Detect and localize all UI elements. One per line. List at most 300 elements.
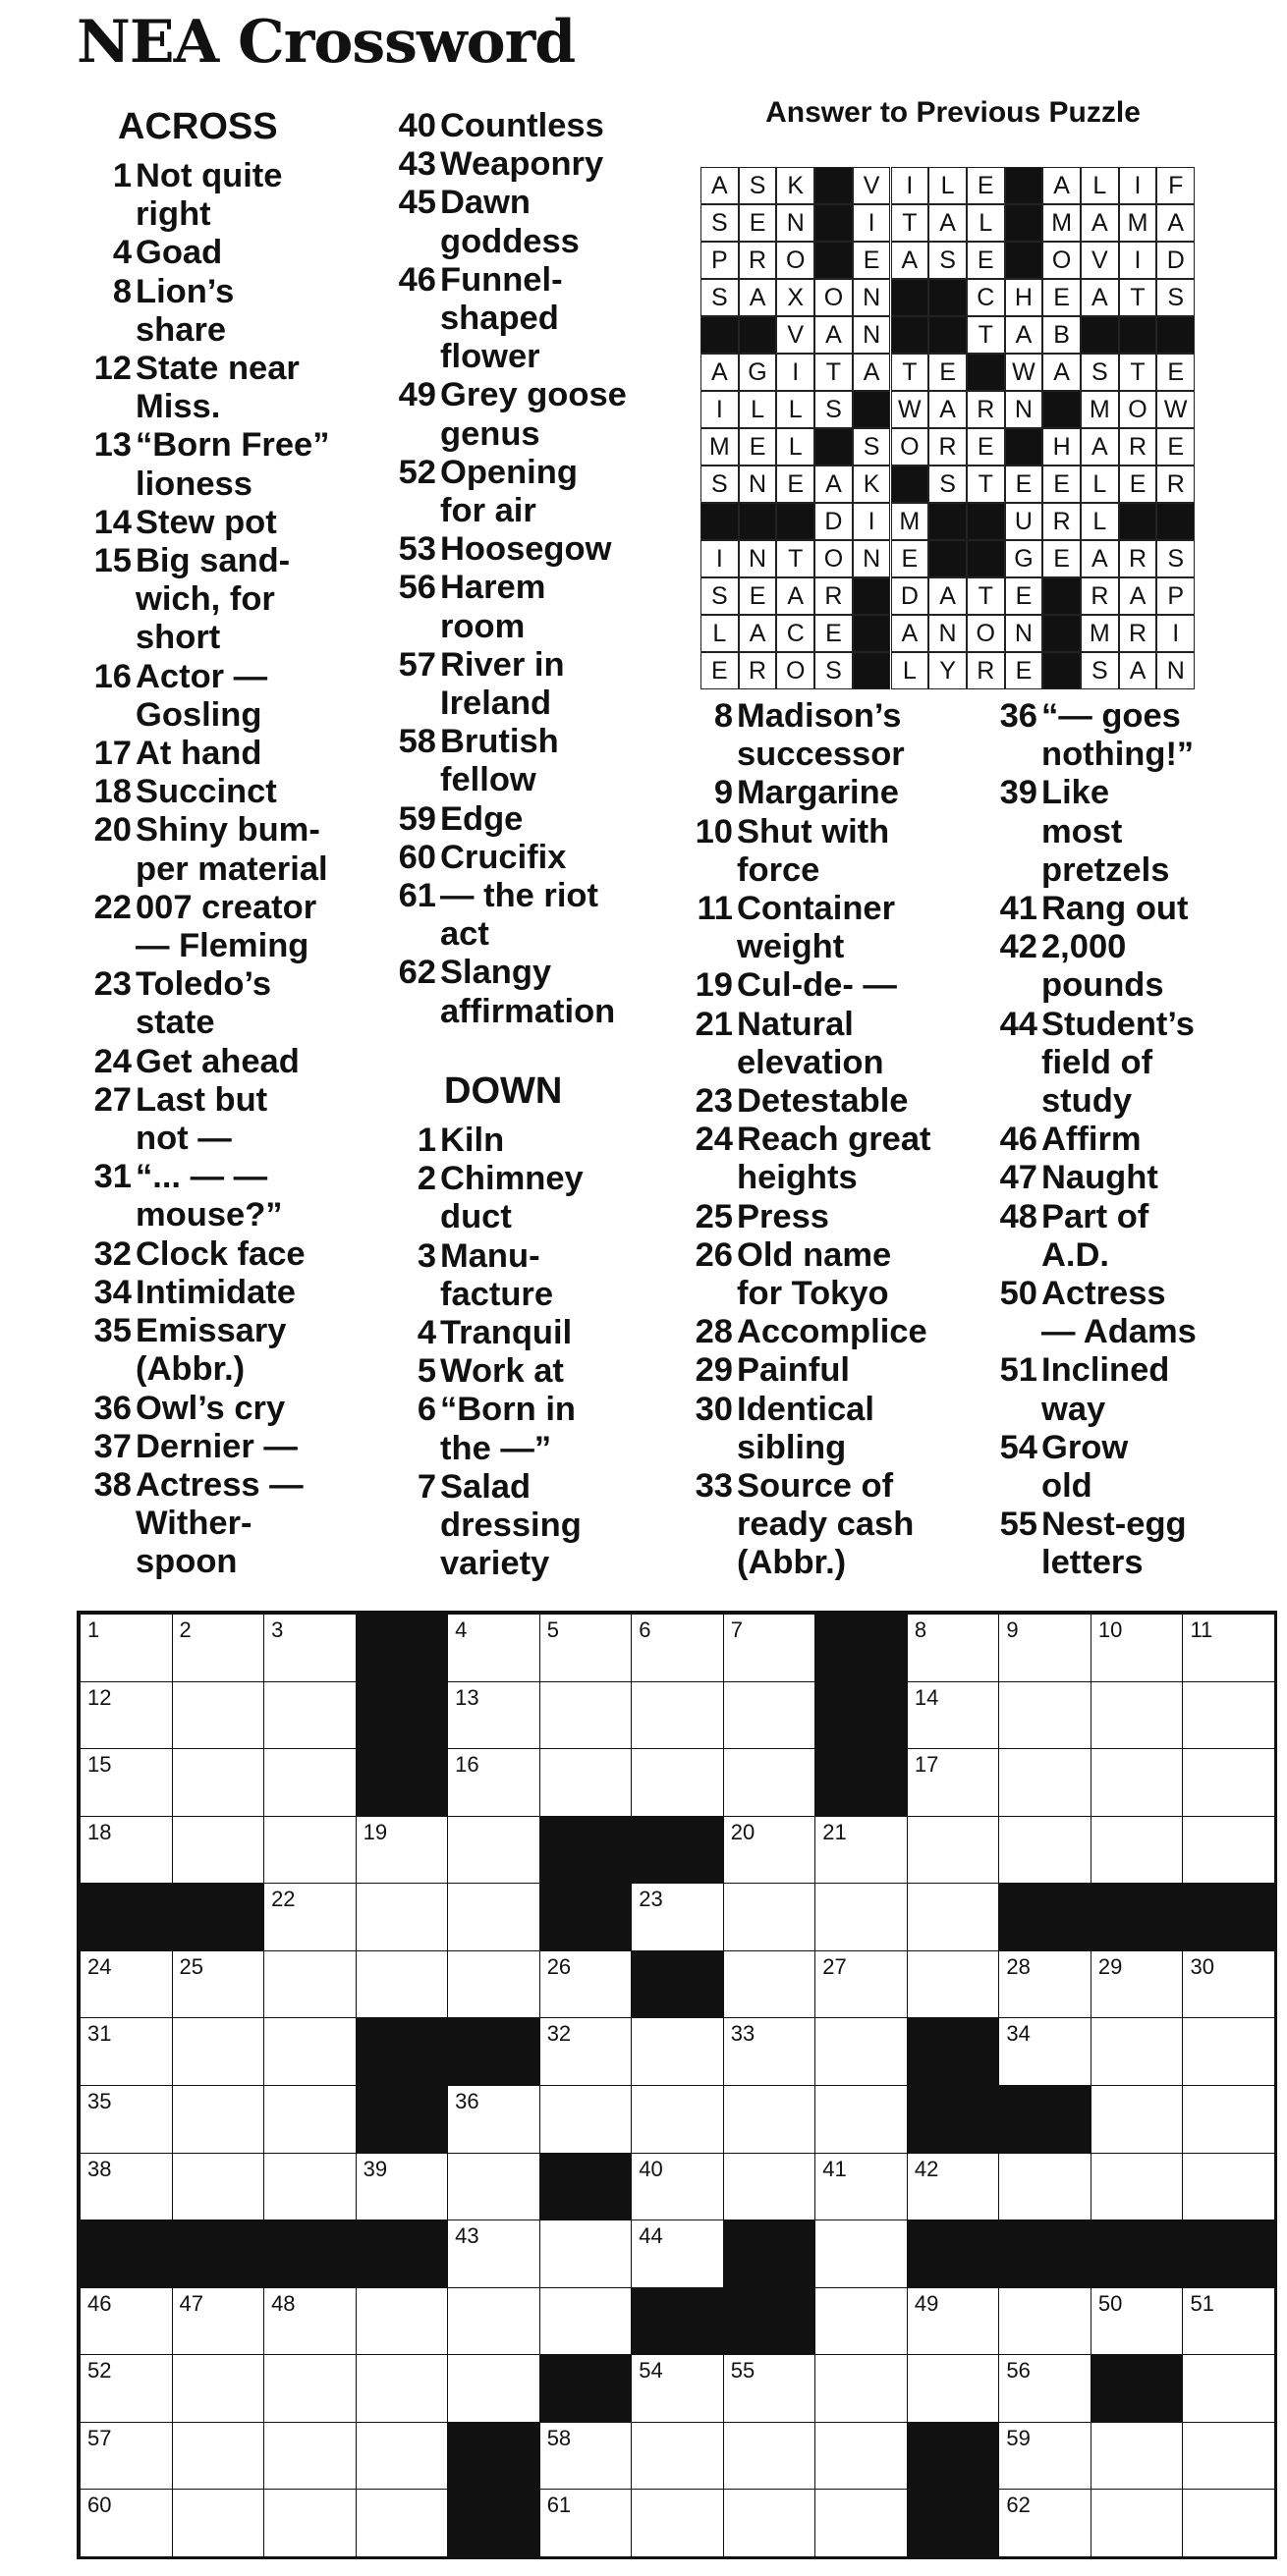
answer-letter: N [1005,391,1043,428]
grid-cell[interactable] [447,2153,540,2221]
clue-text: Brutish fellow [440,723,559,799]
clue [381,569,676,645]
clue-number: 7 [417,1467,436,1506]
grid-cell[interactable] [723,2153,816,2221]
grid-cell[interactable] [172,1614,265,1682]
cell-number: 35 [87,2089,112,2113]
grid-cell[interactable] [723,2085,816,2154]
clue-number: 54 [999,1428,1037,1466]
grid-cell[interactable] [998,1614,1091,1682]
grid-cell[interactable] [1091,2489,1184,2557]
grid-cell[interactable] [539,2489,633,2557]
clue [982,774,1277,890]
answer-letter: S [928,466,967,503]
clue-number: 53 [398,530,436,569]
answer-black-square [891,316,929,354]
grid-cell[interactable] [447,1681,540,1750]
answer-letter: E [1119,466,1157,503]
clue [77,735,371,773]
across-clues-column-2 [381,107,676,1031]
clue [381,1237,676,1314]
clue-text: Last but not — [136,1080,268,1158]
grid-cell[interactable] [631,2220,724,2288]
cell-number: 51 [1190,2290,1214,2316]
clue [77,889,371,965]
grid-cell[interactable] [998,2489,1091,2557]
grid-cell[interactable] [907,2153,1000,2221]
clue-number: 38 [93,1465,132,1504]
clue-text: Grey goose genus [440,376,627,453]
grid-cell[interactable] [723,2489,816,2557]
clue-number: 8 [713,697,733,735]
cell-number: 28 [1006,1953,1031,1979]
answer-letter: R [1042,503,1081,540]
clue [982,1275,1277,1351]
answer-letter: A [1119,652,1157,689]
clue-number: 58 [398,723,436,761]
black-square [907,2085,1000,2154]
black-square [998,2085,1091,2154]
answer-letter: E [928,354,967,391]
clue-number: 48 [999,1197,1037,1235]
clue-number: 33 [695,1467,733,1506]
clue-text: Naught [1041,1159,1158,1197]
grid-cell[interactable] [631,2422,724,2491]
page-title: NEA Crossword [77,8,576,77]
answer-letter: A [1081,204,1119,242]
answer-letter: R [1119,428,1157,466]
answer-black-square [1005,204,1043,242]
grid-cell[interactable] [80,2085,173,2154]
grid-cell[interactable] [80,2153,173,2221]
grid-cell[interactable] [80,2489,173,2557]
clue-number: 23 [695,1082,733,1121]
clue-number: 6 [417,1391,436,1429]
answer-letter: R [1119,615,1157,652]
cell-number: 12 [87,1684,112,1710]
grid-cell[interactable] [1182,1614,1275,1682]
grid-cell[interactable] [814,1950,908,2019]
grid-cell[interactable] [723,1748,816,1817]
grid-cell[interactable] [172,2354,265,2423]
grid-cell[interactable] [539,1614,633,1682]
black-square [1091,2220,1184,2288]
grid-cell[interactable] [998,2287,1091,2356]
grid-cell[interactable] [80,1816,173,1885]
grid-cell[interactable] [80,2287,173,2356]
grid-cell[interactable] [80,2422,173,2491]
grid-cell[interactable] [172,2153,265,2221]
answer-black-square [1005,428,1043,466]
clue [77,965,371,1042]
answer-letter: T [1119,279,1157,316]
grid-cell[interactable] [723,2354,816,2423]
grid-cell[interactable] [814,2422,908,2491]
grid-cell[interactable] [263,1950,357,2019]
answer-letter: N [739,466,777,503]
answer-letter: S [1156,279,1195,316]
grid-cell[interactable] [263,1681,357,1750]
grid-cell[interactable] [1091,1614,1184,1682]
clue-number: 8 [112,272,132,310]
grid-cell[interactable] [1182,2017,1275,2086]
cell-number: 5 [546,1617,559,1642]
clue-number: 26 [695,1235,733,1274]
grid-cell[interactable] [539,2422,633,2491]
grid-cell[interactable] [172,2017,265,2086]
grid-cell[interactable] [814,1883,908,1951]
grid-cell[interactable] [723,1614,816,1682]
cell-number: 33 [730,2021,755,2047]
clue [381,877,676,954]
cell-number: 4 [455,1617,468,1642]
grid-cell[interactable] [1182,2489,1275,2557]
clue [678,1236,982,1313]
answer-letter: A [1081,279,1119,316]
grid-cell[interactable] [631,2489,724,2557]
clue-text: Madison’s successor [737,697,905,774]
grid-cell[interactable] [907,2354,1000,2423]
grid-cell[interactable] [80,1748,173,1817]
grid-cell[interactable] [263,1748,357,1817]
grid-cell[interactable] [1182,2422,1275,2491]
answer-letter: M [891,503,929,540]
answer-letter: T [776,540,814,577]
answer-letter: I [1119,242,1157,279]
clue-text: Inclined way [1041,1351,1170,1428]
cell-number: 31 [87,2021,112,2047]
grid-cell[interactable] [356,1816,449,1885]
clue-text: Big sand- wich, for short [136,542,291,657]
grid-cell[interactable] [998,2354,1091,2423]
grid-cell[interactable] [1091,1681,1184,1750]
clue-text: Harem room [440,569,546,645]
black-square [631,1816,724,1885]
answer-black-square [814,242,853,279]
answer-letter: E [739,577,777,615]
answer-letter: E [1005,466,1043,503]
answer-letter: R [1081,577,1119,615]
answer-letter: R [814,577,853,615]
answer-letter: R [1156,466,1195,503]
clue [982,1506,1277,1582]
grid-cell[interactable] [356,1883,449,1951]
grid-cell[interactable] [263,2354,357,2423]
grid-cell[interactable] [447,2220,540,2288]
grid-cell[interactable] [631,2354,724,2423]
answer-letter: E [1042,466,1081,503]
clue-text: Goad [136,234,223,272]
answer-letter: E [776,466,814,503]
clue [77,1466,371,1582]
grid-cell[interactable] [447,2287,540,2356]
black-square [539,1816,633,1885]
clue [381,454,676,530]
grid-cell[interactable] [1091,1950,1184,2019]
clue [381,839,676,877]
grid-cell[interactable] [814,2287,908,2356]
grid-cell[interactable] [814,2220,908,2288]
answer-letter: D [814,503,853,540]
grid-cell[interactable] [539,2085,633,2154]
answer-letter: A [1042,354,1081,391]
answer-letter: G [1005,540,1043,577]
clue [678,813,982,890]
grid-cell[interactable] [172,2489,265,2557]
answer-letter: A [814,466,853,503]
grid-cell[interactable] [814,2153,908,2221]
grid-cell[interactable] [447,1614,540,1682]
black-square [356,1614,449,1682]
answer-letter: I [1156,615,1195,652]
across-clues-column-1 [77,157,371,1582]
answer-letter: E [1005,577,1043,615]
answer-letter: W [891,391,929,428]
cell-number: 16 [455,1752,479,1778]
grid-cell[interactable] [263,2422,357,2491]
grid-cell[interactable] [172,2085,265,2154]
grid-cell[interactable] [1091,2422,1184,2491]
grid-cell[interactable] [907,1614,1000,1682]
grid-cell[interactable] [998,2017,1091,2086]
grid-cell[interactable] [263,2017,357,2086]
black-square [80,2220,173,2288]
grid-cell[interactable] [1182,1950,1275,2019]
answer-letter: Y [928,652,967,689]
grid-cell[interactable] [356,2354,449,2423]
clue [381,261,676,377]
grid-cell[interactable] [539,1950,633,2019]
cell-number: 39 [363,2156,388,2181]
clue-text: Not quite right [136,157,283,234]
grid-cell[interactable] [814,2354,908,2423]
grid-cell[interactable] [447,1950,540,2019]
grid-cell[interactable] [631,1883,724,1951]
grid-cell[interactable] [263,1816,357,1885]
answer-letter: R [967,652,1005,689]
grid-cell[interactable] [631,2085,724,2154]
answer-letter: M [1081,615,1119,652]
cell-number: 60 [87,2493,112,2518]
grid-cell[interactable] [172,2287,265,2356]
grid-cell[interactable] [907,2287,1000,2356]
grid-cell[interactable] [539,1681,633,1750]
grid-cell[interactable] [723,1681,816,1750]
grid-cell[interactable] [539,2287,633,2356]
black-square [172,2220,265,2288]
grid-cell[interactable] [172,1681,265,1750]
grid-cell[interactable] [814,2085,908,2154]
black-square [172,1883,265,1951]
clue-text: “Born in the —” [440,1391,576,1467]
grid-cell[interactable] [631,2153,724,2221]
grid-cell[interactable] [80,1681,173,1750]
cell-number: 58 [546,2425,572,2450]
grid-cell[interactable] [539,1748,633,1817]
grid-cell[interactable] [1182,1748,1275,1817]
answer-black-square [967,503,1005,540]
grid-cell[interactable] [723,2422,816,2491]
clue [77,1428,371,1466]
grid-cell[interactable] [814,2489,908,2557]
cell-number: 50 [1097,2290,1123,2316]
answer-letter: R [928,428,967,466]
grid-cell[interactable] [172,1748,265,1817]
grid-cell[interactable] [1091,2287,1184,2356]
grid-cell[interactable] [263,2489,357,2557]
grid-cell[interactable] [814,2017,908,2086]
clue-number: 14 [93,503,132,541]
clue [678,1391,982,1467]
answer-letter: E [739,428,777,466]
clue [982,1198,1277,1275]
cell-number: 8 [914,1617,927,1642]
grid-cell[interactable] [447,1816,540,1885]
answer-letter: V [853,167,891,204]
grid-cell[interactable] [998,1816,1091,1885]
grid-cell[interactable] [172,1950,265,2019]
clue-number: 29 [695,1351,733,1390]
grid-cell[interactable] [447,1883,540,1951]
black-square [1091,1883,1184,1951]
answer-letter: I [853,503,891,540]
answer-letter: H [1042,428,1081,466]
grid-cell[interactable] [998,2422,1091,2491]
grid-cell[interactable] [723,1950,816,2019]
grid-cell[interactable] [356,2422,449,2491]
answer-letter: B [1042,316,1081,354]
clue-number: 30 [695,1390,733,1428]
answer-letter: N [853,279,891,316]
clue [381,723,676,799]
grid-cell[interactable] [1182,2354,1275,2423]
answer-letter: O [967,615,1005,652]
grid-cell[interactable] [80,1614,173,1682]
grid-cell[interactable] [907,1748,1000,1817]
clue-text: Old name for Tokyo [737,1235,892,1313]
answer-letter: G [739,354,777,391]
answer-letter: F [1156,167,1195,204]
grid-cell[interactable] [998,1681,1091,1750]
grid-cell[interactable] [631,1681,724,1750]
grid-cell[interactable] [263,1614,357,1682]
black-square [356,2085,449,2154]
grid-cell[interactable] [263,2085,357,2154]
answer-letter: W [1156,391,1195,428]
answer-letter: K [853,466,891,503]
cell-number: 52 [87,2358,112,2384]
answer-letter: I [700,540,739,577]
answer-letter: A [928,577,967,615]
clue [678,697,982,774]
grid-cell[interactable] [1091,2153,1184,2221]
clue-number: 51 [999,1351,1037,1390]
black-square [814,1614,908,1682]
black-square [447,2489,540,2557]
grid-cell[interactable] [723,1816,816,1885]
grid-cell[interactable] [1182,2153,1275,2221]
grid-cell[interactable] [907,1816,1000,1885]
answer-letter: A [776,577,814,615]
grid-cell[interactable] [263,2287,357,2356]
answer-black-square [700,316,739,354]
grid-cell[interactable] [447,2085,540,2154]
clue [678,1351,982,1390]
grid-cell[interactable] [1182,1816,1275,1885]
grid-cell[interactable] [907,1950,1000,2019]
grid-cell[interactable] [998,1748,1091,1817]
grid-cell[interactable] [1091,1816,1184,1885]
grid-cell[interactable] [447,2354,540,2423]
clue-number: 25 [695,1197,733,1235]
grid-cell[interactable] [814,1816,908,1885]
grid-cell[interactable] [723,2017,816,2086]
answer-letter: A [928,204,967,242]
grid-cell[interactable] [539,2220,633,2288]
grid-cell[interactable] [998,1950,1091,2019]
cell-number: 61 [546,2493,572,2518]
black-square [539,1883,633,1951]
cell-number: 42 [914,2156,939,2181]
grid-cell[interactable] [907,1883,1000,1951]
clue [77,542,371,658]
grid-cell[interactable] [723,1883,816,1951]
grid-cell[interactable] [356,2153,449,2221]
grid-cell[interactable] [1182,2287,1275,2356]
grid-cell[interactable] [998,2153,1091,2221]
answer-letter: E [853,242,891,279]
grid-cell[interactable] [356,2287,449,2356]
grid-cell[interactable] [356,2489,449,2557]
grid-cell[interactable] [1091,1748,1184,1817]
grid-cell[interactable] [539,2017,633,2086]
grid-cell[interactable] [80,1950,173,2019]
clue-number: 13 [93,426,132,465]
clue [381,954,676,1030]
grid-cell[interactable] [172,1816,265,1885]
grid-cell[interactable] [447,1748,540,1817]
grid-cell[interactable] [631,1748,724,1817]
clue-text: 007 creator — Fleming [136,888,317,965]
answer-letter: S [814,652,853,689]
grid-cell[interactable] [1091,2017,1184,2086]
grid-cell[interactable] [356,1950,449,2019]
black-square [723,2220,816,2288]
answer-letter: N [928,615,967,652]
grid-cell[interactable] [263,2153,357,2221]
clue-text: Student’s field of study [1041,1005,1195,1121]
answer-letter: L [967,204,1005,242]
clue-text: Actress — Wither- spoon [136,1465,304,1581]
grid-cell[interactable] [1091,2085,1184,2154]
grid-cell[interactable] [1182,1681,1275,1750]
grid-cell[interactable] [80,2017,173,2086]
answer-letter: H [1005,279,1043,316]
answer-letter: S [700,204,739,242]
clue-number: 1 [417,1122,436,1159]
grid-cell[interactable] [80,2354,173,2423]
grid-cell[interactable] [631,1614,724,1682]
grid-cell[interactable] [172,2422,265,2491]
answer-letter: C [967,279,1005,316]
grid-cell[interactable] [907,1681,1000,1750]
answer-letter: T [891,204,929,242]
grid-cell[interactable] [631,2017,724,2086]
grid-cell[interactable] [263,1883,357,1951]
answer-letter: A [700,167,739,204]
clue [381,376,676,453]
grid-cell[interactable] [1182,2085,1275,2154]
